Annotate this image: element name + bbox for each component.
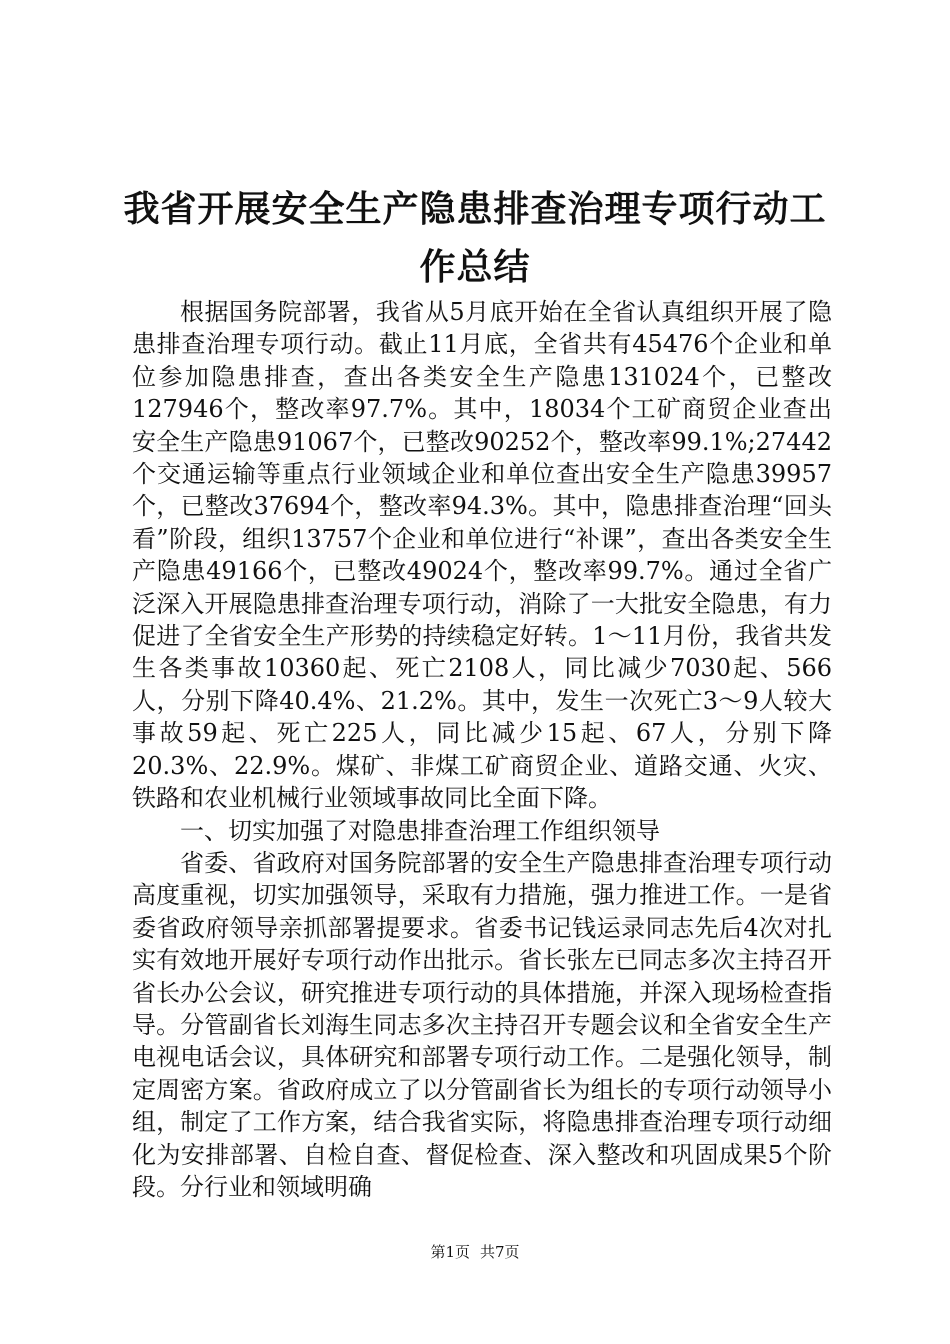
page-footer	[0, 1242, 950, 1262]
page-total: 共7页	[480, 1243, 520, 1261]
section-heading-1: 一、切实加强了对隐患排查治理工作组织领导	[180, 816, 660, 845]
paragraph-intro: 根据国务院部署，我省从5月底开始在全省认真组织开展了隐患排查治理专项行动。截止11月底，全省共有45476个企业和单位参加隐患排查，查出各类安全生产隐患131024个，已整改127946个，整改率97.7%。其中，18034个工矿商贸企业查出安全生产隐患91067个，已整改90252个，整改率99.1%;27442个交通运输等重点行业领域企业和单位查出安全生产隐患39957个，已整改37694个，整改率94.3%。其中，隐患排查治理“回头看”阶段，组织13757个企业和单位进行“补课”，查出各类安全生产隐患49166个，已整改49024个，整改率99.7%。通过全省广泛深入开展隐患排查治理专项行动，消除了一大批安全隐患，有力促进了全省安全生产形势的持续稳定好转。1～11月份，我省共发生各类事故10360起、死亡2108人，同比减少7030起、566人，分别下降40.4%、21.2%。其中，发生一次死亡3～9人较大事故59起、死亡225人，同比减少15起、67人，分别下降20.3%、22.9%。煤矿、非煤工矿商贸企业、道路交通、火灾、铁路和农业机械行业领域事故同比全面下降。	[132, 298, 832, 813]
paragraph-section-1: 省委、省政府对国务院部署的安全生产隐患排查治理专项行动高度重视，切实加强领导，采取有力措施，强力推进工作。一是省委省政府领导亲抓部署提要求。省委书记钱运录同志先后4次对扎实有效地开展好专项行动作出批示。省长张左已同志多次主持召开省长办公会议，研究推进专项行动的具体措施，并深入现场检查指导。分管副省长刘海生同志多次主持召开专题会议和全省安全生产电视电话会议，具体研究和部署专项行动工作。二是强化领导，制定周密方案。省政府成立了以分管副省长为组长的专项行动领导小组，制定了工作方案，结合我省实际，将隐患排查治理专项行动细化为安排部署、自检自查、督促检查、深入整改和巩固成果5个阶段。分行业和领域明确	[132, 848, 832, 1201]
page-number: 第1页	[430, 1243, 470, 1261]
document-body	[132, 296, 832, 1203]
document-title: 我省开展安全生产隐患排查治理专项行动工作总结	[123, 188, 827, 288]
